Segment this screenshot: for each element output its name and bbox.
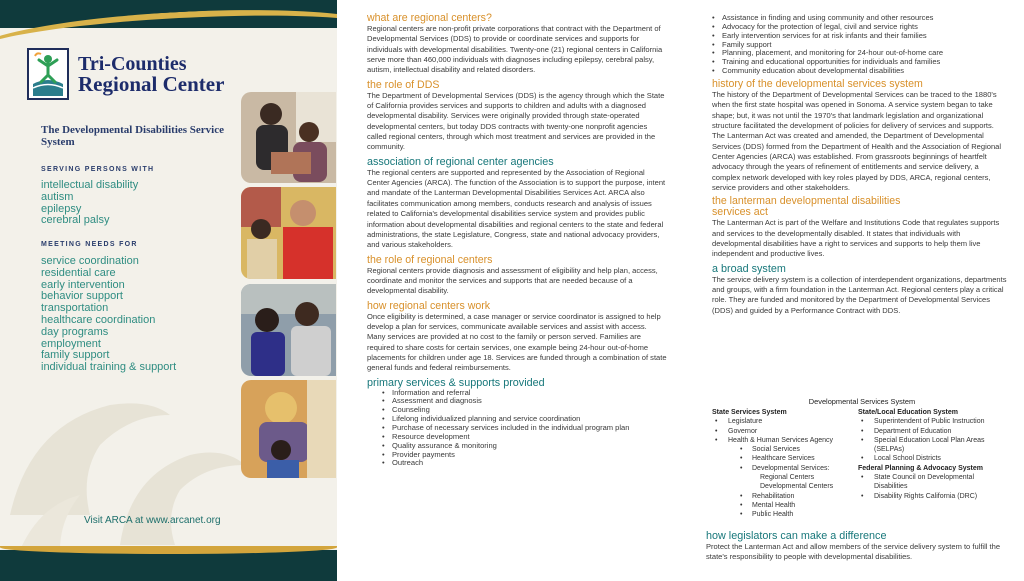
org-item: • State Council on Developmental Disabilities — [858, 473, 1008, 492]
org-item: • Superintendent of Public Instruction — [858, 417, 1008, 426]
section-body: The history of the Department of Developmental Services can be traced to the 1880's when the first state hospital was opened in Sonoma. A service system began to take shape; but, it was not until the 1970's that landmark legislation and organizational structure facilitated the development of policies for delivery of services and supports. The Lanterman Act was created and amended, the Department of Developmental Services (DDS) formed from the Department of Health and the Association of Regional Center Agencies (ARCA) was established. From grassroots beginnings of heartfelt advocacy through the years of refinement of entitlements and service delivery, a complex network developed with key roles played by DDS, ARCA, regional centers, service providers and other stakeholders. — [712, 89, 1002, 192]
org-item: Regional Centers — [760, 474, 815, 482]
photo-classroom — [241, 284, 336, 376]
org-item: • Special Education Local Plan Areas (SELPAs) — [858, 436, 1008, 455]
section-title: what are regional centers? — [367, 12, 492, 24]
org-heading: State/Local Education System — [858, 409, 958, 416]
section-title: the role of regional centers — [367, 253, 493, 266]
section-body: Protect the Lanterman Act and allow members of the service delivery system to fulfill the state's responsibility to people with developmental disabilities. — [706, 542, 1001, 562]
list-item: autism — [41, 190, 74, 203]
section-title: primary services & supports provided — [367, 376, 545, 389]
arca-link[interactable]: Visit ARCA at www.arcanet.org — [84, 515, 221, 526]
org-heading: Federal Planning & Advocacy System — [858, 464, 984, 472]
middle-column — [367, 12, 667, 468]
list-item: cerebral palsy — [41, 214, 110, 227]
serving-list — [41, 180, 138, 227]
needs-list — [41, 256, 176, 374]
list-item: • Advocacy for the protection of legal, civil and service rights — [712, 23, 1008, 32]
section-title: a broad system — [712, 262, 786, 275]
list-item: • Purchase of necessary services included in the individual program plan — [382, 424, 667, 433]
section-body: Once eligibility is determined, a case manager or service coordinator is assigned to help develop a plan for services, communicate available services and assist with access. Many services are provided at no cost to the family or person served. Families are required to share costs for certain services, one example being 24-hour out-of-home placements for children under age 18. Services are funded through a combination of state general funds and federal reimbursements. — [367, 311, 667, 373]
list-item: individual training & support — [41, 361, 177, 374]
org-chart — [712, 397, 1012, 519]
list-item: behavior support — [41, 290, 123, 303]
list-item: employment — [41, 337, 101, 350]
list-item: • Information and referral — [382, 389, 667, 398]
list-item: • Early intervention services for at risk infants and their families — [712, 32, 1008, 41]
section-title: how legislators can make a difference — [706, 530, 887, 542]
org-item: • Mental Health — [712, 501, 857, 510]
list-item: transportation — [41, 302, 109, 315]
org-item: • Rehabilitation — [712, 492, 857, 501]
education-column — [858, 408, 1008, 501]
logo-line-2: Regional Center — [78, 72, 225, 96]
section-title: association of regional center agencies — [367, 155, 554, 168]
photo-play — [241, 187, 336, 279]
org-chart-title: Developmental Services System — [808, 397, 916, 406]
footer-band — [0, 550, 337, 581]
list-item: • Community education about developmental disabilities — [712, 67, 1008, 76]
org-item: • Developmental Services: — [712, 464, 857, 473]
footer-gold-stripe — [0, 546, 337, 554]
list-item: • Resource development — [382, 433, 667, 442]
section-body: Regional centers provide diagnosis and assessment of eligibility and help plan, access, coordinate and monitor the services and supports that are needed because of a developmental disability. — [367, 265, 658, 296]
photo-reading — [241, 380, 336, 478]
photo-therapy — [241, 92, 336, 183]
section-title: how regional centers work — [367, 299, 491, 312]
list-item: • Planning, placement, and monitoring for 24-hour out-of-home care — [712, 49, 1008, 58]
list-item: day programs — [41, 325, 109, 338]
cover-panel — [0, 0, 337, 581]
org-item: • Disability Rights California (DRC) — [858, 492, 1008, 501]
title-line-1: the lanterman developmental disabilities — [712, 195, 901, 208]
org-item: • Department of Education — [858, 427, 1008, 436]
list-item: • Counseling — [382, 406, 667, 415]
state-services-column — [712, 408, 857, 520]
org-item: Developmental Centers — [760, 483, 834, 491]
section-body: Regional centers are non-profit private corporations that contract with the Department of Developmental Services (DDS) to provide or coordinate services and supports for individuals with developmental disabilities. Twenty-one (21) regional centers in California serve more than 460,000 individuals with diagnoses including epilepsy, cerebral palsy, autism, intellectual disability and related disorders. — [367, 24, 663, 75]
org-item: • Legislature — [712, 417, 857, 426]
list-item: epilepsy — [41, 202, 82, 215]
org-item: • Health & Human Services Agency — [712, 436, 857, 445]
org-item: • Healthcare Services — [712, 454, 857, 463]
section-body: The regional centers are supported and represented by the Association of Regional Center Agencies (ARCA). The function of the Association is to support the purpose, intent and mandate of the Lanterman Developmental Disabilities Services Act. ARCA also facilitates communication among members, conducts research and analysis of issues related to California's developmental disabilities service system and provides public information about developmental disabilities and regional centers to the state and federal administrations, the state Legislature, Congress, state and national advocacy providers, and various stakeholders. — [367, 167, 666, 250]
section-body: The Lanterman Act is part of the Welfare and Institutions Code that regulates supports and services to the developmentally disabled. It states that individuals with developmental disabilities have a right to services and supports to help them live independent and productive lives. — [712, 218, 1000, 259]
list-item: family support — [41, 349, 110, 362]
section-body: The service delivery system is a collection of interdependent organizations, departments and groups, with a firm foundation in the Lanterman Act. Regional centers play a critical role. They are funded and monitored by the Department of Developmental Services (DDS) and guided by a Performance Contract with DDS. — [712, 274, 1007, 315]
right-column — [712, 14, 1008, 316]
title-line-2: services act — [712, 206, 768, 219]
section-title: history of the developmental services system — [712, 77, 923, 90]
list-item: • Family support — [712, 41, 1008, 50]
list-item: • Quality assurance & monitoring — [382, 442, 667, 451]
org-item: • Local School Districts — [858, 454, 1008, 463]
services-list-continued — [712, 14, 1008, 76]
list-item: • Assistance in finding and using community and other resources — [712, 14, 1008, 23]
org-item: • Governor — [712, 427, 857, 436]
list-item: • Provider payments — [382, 451, 667, 460]
list-item: residential care — [41, 266, 116, 279]
list-item: • Training and educational opportunities for individuals and families — [712, 58, 1008, 67]
logo-line-1: Tri-Counties — [78, 53, 187, 75]
organization-logo-text — [78, 54, 224, 94]
section-title — [712, 196, 1008, 218]
section-body: The Department of Developmental Services (DDS) is the agency through which the State of California provides services and supports to children and adults with a diagnosed developmental disability. Services were originally provided through state-operated developmental centers, but today DDS contracts with twenty-one nonprofit agencies called regional centers, through which most treatment and services are provided in the community. — [367, 90, 665, 152]
cover-subtitle: The Developmental Disabilities Service System — [41, 124, 225, 148]
list-item: early intervention — [41, 278, 125, 291]
org-item: • Social Services — [712, 445, 857, 454]
list-item: • Lifelong individualized planning and service coordination — [382, 415, 667, 424]
list-item: intellectual disability — [41, 179, 139, 191]
tcrc-logo-icon — [27, 48, 69, 100]
section-title: the role of DDS — [367, 78, 440, 91]
needs-heading: MEETING NEEDS FOR — [41, 241, 138, 248]
org-item: • Public Health — [712, 510, 857, 519]
legislators-section — [706, 530, 1006, 563]
serving-heading: SERVING PERSONS WITH — [41, 166, 155, 173]
list-item: • Assessment and diagnosis — [382, 397, 667, 406]
services-list — [382, 389, 667, 469]
list-item: healthcare coordination — [41, 313, 156, 326]
list-item: • Outreach — [382, 459, 667, 468]
org-heading: State Services System — [712, 409, 787, 416]
list-item: service coordination — [41, 255, 139, 267]
